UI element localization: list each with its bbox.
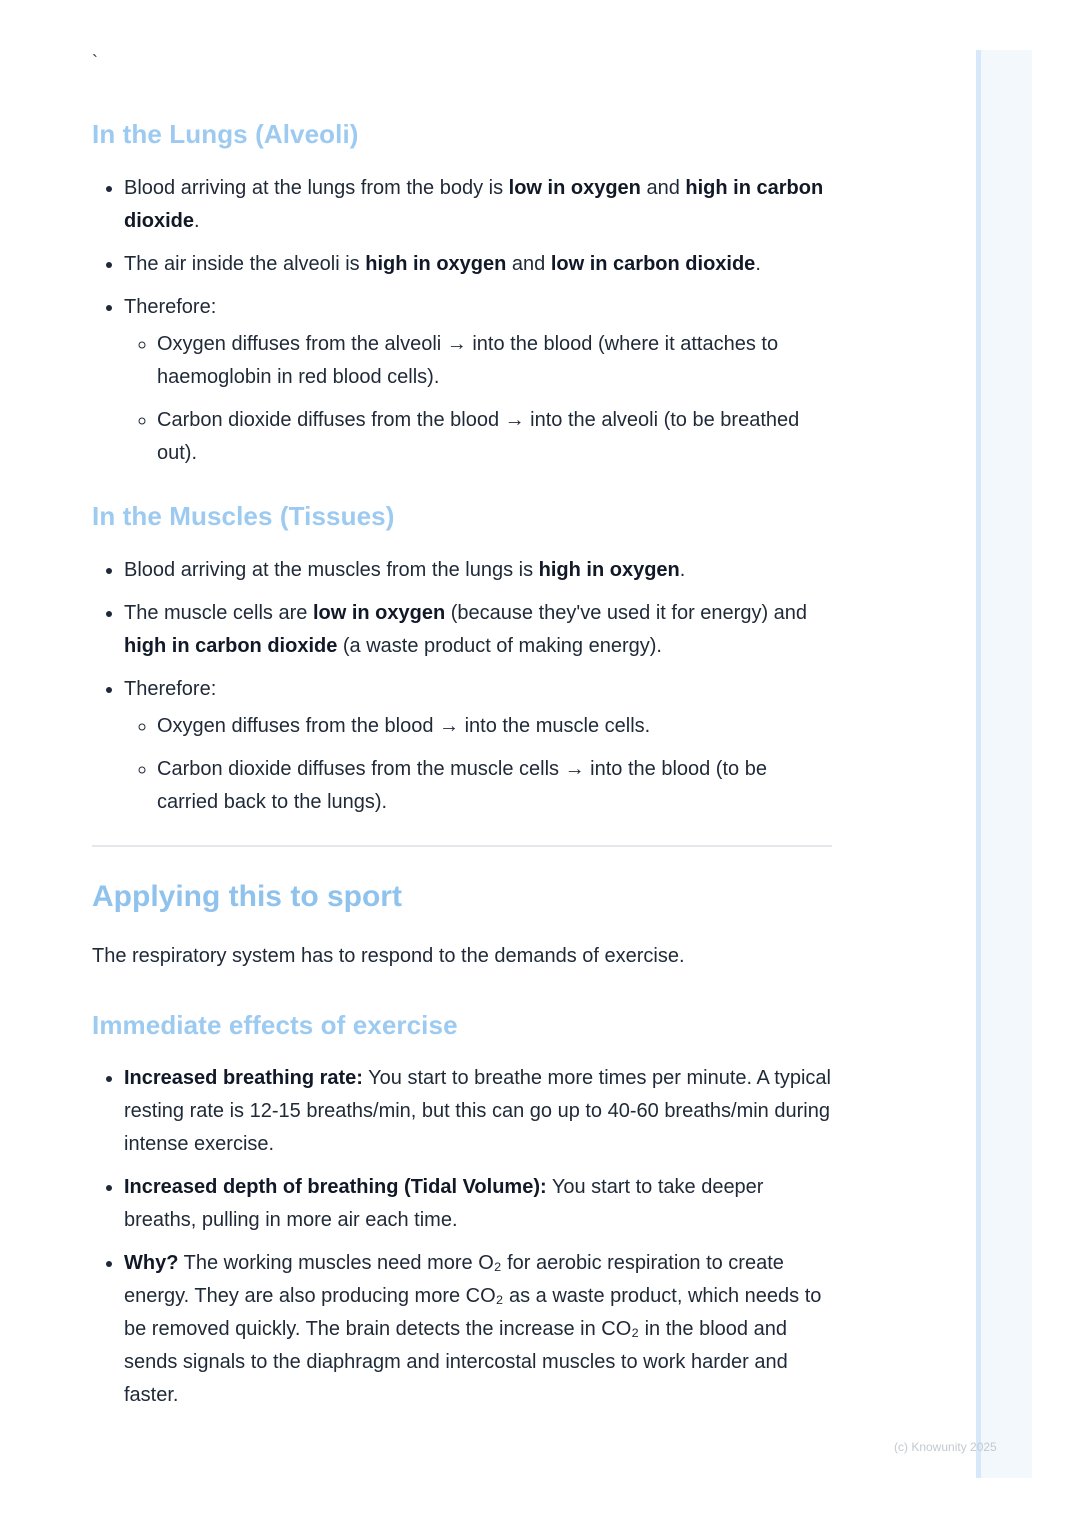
list-item: • Therefore: ◦ Oxygen diffuses from the alveoli → into the blood (where it attaches to haemoglobin in red blood cells). ◦ Carbon dioxide diffuses from the blood → into the alveoli (to be breathed out). bbox=[124, 291, 832, 470]
heading-sport: Applying this to sport bbox=[92, 879, 402, 913]
sport-intro: The respiratory system has to respond to the demands of exercise. bbox=[92, 944, 685, 967]
list-item: • Blood arriving at the muscles from the lungs is high in oxygen. bbox=[124, 554, 832, 587]
sublist-item: ◦ Oxygen diffuses from the alveoli → into the blood (where it attaches to haemoglobin in red blood cells). bbox=[157, 328, 832, 394]
list-item: • Blood arriving at the lungs from the body is low in oxygen and high in carbon dioxide. bbox=[124, 172, 832, 238]
list-item: • The muscle cells are low in oxygen (because they've used it for energy) and high in carbon dioxide (a waste product of making energy). bbox=[124, 597, 832, 663]
sublist-item: ◦ Oxygen diffuses from the blood → into the muscle cells. bbox=[157, 710, 832, 743]
side-panel bbox=[976, 50, 1032, 1478]
list-item: • Increased breathing rate: You start to breathe more times per minute. A typical resting rate is 12-15 breaths/min, but this can go up to 40-60 breaths/min during intense exercise. bbox=[124, 1062, 832, 1161]
sublist-lungs bbox=[124, 328, 832, 470]
heading-immediate-effects: Immediate effects of exercise bbox=[92, 1009, 458, 1040]
copyright-footer: (c) Knowunity 2025 bbox=[894, 1440, 997, 1454]
list-muscles bbox=[92, 554, 832, 819]
heading-lungs: In the Lungs (Alveoli) bbox=[92, 119, 359, 149]
sublist-muscles bbox=[124, 710, 832, 819]
sublist-item: ◦ Carbon dioxide diffuses from the blood → into the alveoli (to be breathed out). bbox=[157, 404, 832, 470]
heading-muscles: In the Muscles (Tissues) bbox=[92, 500, 395, 531]
list-item: • Therefore: ◦ Oxygen diffuses from the blood → into the muscle cells. ◦ Carbon dioxide diffuses from the muscle cells → into the blood (to be carried back to the lungs). bbox=[124, 673, 832, 819]
list-item: • Why? The working muscles need more O₂ for aerobic respiration to create energy. They are also producing more CO₂ as a waste product, which needs to be removed quickly. The brain detects the increase in CO₂ in the blood and sends signals to the diaphragm and intercostal muscles to work harder and faster. bbox=[124, 1247, 832, 1412]
sublist-item: ◦ Carbon dioxide diffuses from the muscle cells → into the blood (to be carried back to the lungs). bbox=[157, 753, 832, 819]
list-item: • The air inside the alveoli is high in oxygen and low in carbon dioxide. bbox=[124, 248, 832, 281]
section-divider bbox=[92, 845, 832, 847]
list-item: • Increased depth of breathing (Tidal Volume): You start to take deeper breaths, pulling in more air each time. bbox=[124, 1171, 832, 1237]
document-content bbox=[92, 118, 832, 1442]
stray-backtick: ` bbox=[92, 52, 98, 72]
list-lungs bbox=[92, 172, 832, 470]
list-immediate-effects bbox=[92, 1062, 832, 1412]
